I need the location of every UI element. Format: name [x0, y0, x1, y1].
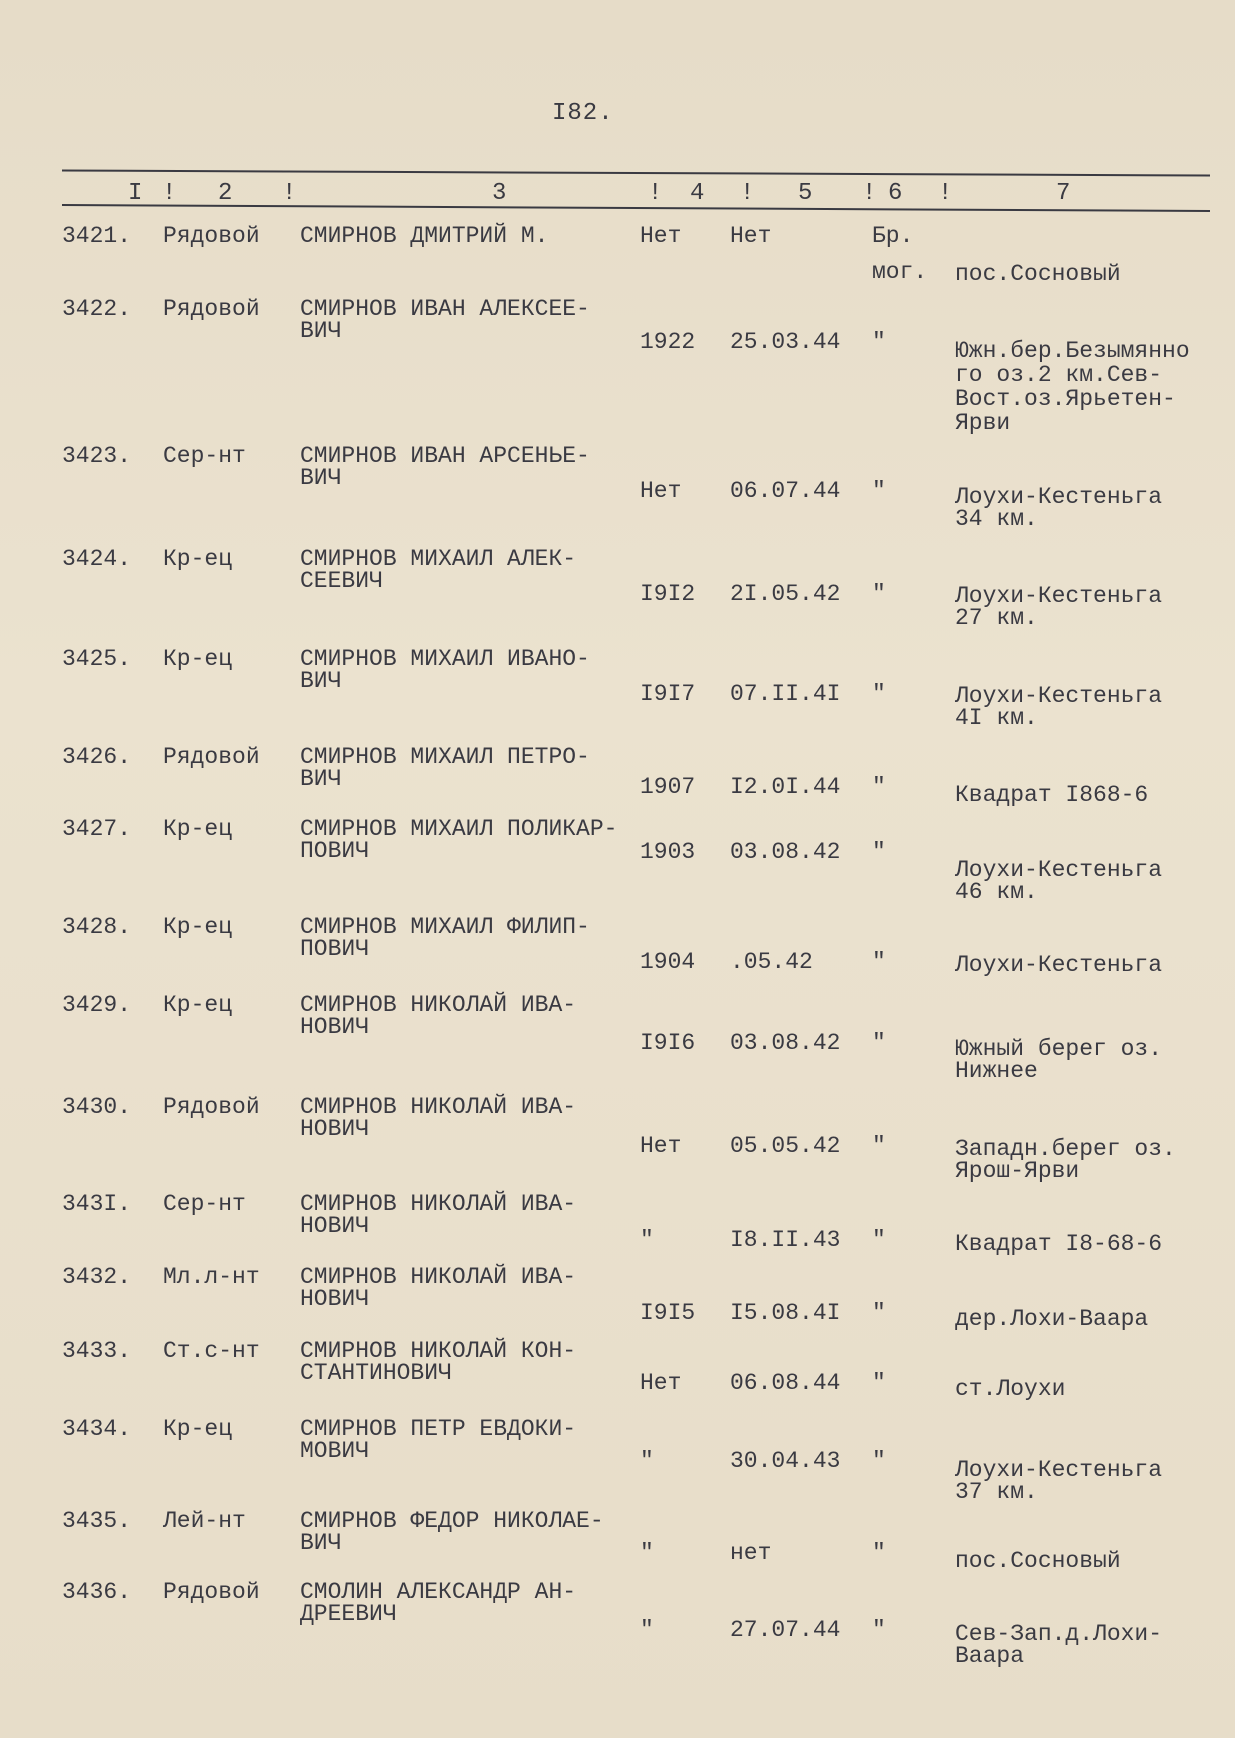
- record-burial-type: ": [872, 1030, 886, 1056]
- column-header-separator: !: [282, 180, 297, 207]
- record-name-line: СМИРНОВ НИКОЛАЙ ИВА-: [300, 1264, 577, 1290]
- record-number: 3432.: [62, 1264, 132, 1290]
- record-burial-place-line: 46 км.: [955, 879, 1038, 905]
- column-header-4: 4: [690, 180, 705, 207]
- record-burial-place-line: ст.Лоухи: [955, 1376, 1066, 1402]
- record-burial-place-line: Сев-Зап.д.Лохи-: [955, 1621, 1163, 1647]
- record-death-date: 03.08.42: [730, 839, 841, 865]
- record-number: 3427.: [62, 816, 132, 842]
- record-name-line: СМИРНОВ МИХАИЛ ФИЛИП-: [300, 914, 590, 940]
- column-header-2: 2: [218, 180, 233, 207]
- record-birth-year: Нет: [640, 478, 682, 504]
- record-birth-year: ": [640, 1540, 654, 1566]
- record-rank: Рядовой: [163, 1579, 260, 1605]
- record-name-line: СМИРНОВ ИВАН АЛЕКСЕЕ-: [300, 296, 590, 322]
- record-burial-place-line: 4I км.: [955, 705, 1038, 731]
- record-burial-place-line: Лоухи-Кестеньга: [955, 1457, 1163, 1483]
- column-header-6: 6: [888, 180, 903, 207]
- record-name-line: НОВИЧ: [300, 1286, 370, 1312]
- column-header-separator: !: [740, 180, 755, 207]
- record-birth-year: I9I2: [640, 581, 696, 607]
- record-burial-place-line: 27 км.: [955, 605, 1038, 631]
- record-name-line: СМИРНОВ ФЕДОР НИКОЛАЕ-: [300, 1508, 604, 1534]
- record-rank: Кр-ец: [163, 1416, 233, 1442]
- record-rank: Рядовой: [163, 296, 260, 322]
- record-name-line: ВИЧ: [300, 766, 342, 792]
- record-name-line: ВИЧ: [300, 1530, 342, 1556]
- record-name-line: СЕЕВИЧ: [300, 568, 383, 594]
- record-burial-place-line: Лоухи-Кестеньга: [955, 952, 1163, 978]
- record-birth-year: 1903: [640, 839, 696, 865]
- record-burial-place-line: Лоухи-Кестеньга: [955, 683, 1163, 709]
- record-number: 3434.: [62, 1416, 132, 1442]
- record-number: 3422.: [62, 296, 132, 322]
- record-burial-type: ": [872, 949, 886, 975]
- record-name-line: СМОЛИН АЛЕКСАНДР АН-: [300, 1579, 577, 1605]
- record-name-line: ПОВИЧ: [300, 838, 370, 864]
- record-name-line: СМИРНОВ МИХАИЛ ПЕТРО-: [300, 744, 590, 770]
- record-name-line: НОВИЧ: [300, 1116, 370, 1142]
- record-burial-type: ": [872, 681, 886, 707]
- record-birth-year: I9I5: [640, 1300, 696, 1326]
- record-burial-type: ": [872, 1300, 886, 1326]
- record-rank: Лей-нт: [163, 1508, 246, 1534]
- record-name-line: СТАНТИНОВИЧ: [300, 1360, 452, 1386]
- record-burial-type: ": [872, 478, 886, 504]
- record-burial-type: ": [872, 581, 886, 607]
- record-name-line: СМИРНОВ НИКОЛАЙ ИВА-: [300, 992, 577, 1018]
- record-death-date: I5.08.4I: [730, 1300, 841, 1326]
- record-burial-place-line: Квадрат I8-68-6: [955, 1231, 1163, 1257]
- record-burial-place-line: Нижнее: [955, 1058, 1038, 1084]
- record-rank: Рядовой: [163, 223, 260, 249]
- record-rank: Кр-ец: [163, 914, 233, 940]
- record-burial-type: ": [872, 329, 886, 355]
- record-rank: Кр-ец: [163, 816, 233, 842]
- record-name-line: СМИРНОВ НИКОЛАЙ КОН-: [300, 1338, 577, 1364]
- record-burial-place-line: 34 км.: [955, 506, 1038, 532]
- record-burial-type: ": [872, 1227, 886, 1253]
- column-header-1: I: [128, 180, 143, 207]
- record-birth-year: Нет: [640, 223, 682, 249]
- record-death-date: 03.08.42: [730, 1030, 841, 1056]
- record-rank: Кр-ец: [163, 992, 233, 1018]
- record-death-date: 30.04.43: [730, 1448, 841, 1474]
- record-name-line: СМИРНОВ НИКОЛАЙ ИВА-: [300, 1191, 577, 1217]
- record-number: 3430.: [62, 1094, 132, 1120]
- record-name-line: СМИРНОВ ИВАН АРСЕНЬЕ-: [300, 443, 590, 469]
- record-number: 3423.: [62, 443, 132, 469]
- record-burial-place-line: пос.Сосновый: [955, 261, 1121, 287]
- record-burial-place-line: Лоухи-Кестеньга: [955, 583, 1163, 609]
- record-rank: Рядовой: [163, 744, 260, 770]
- record-death-date: 25.03.44: [730, 329, 841, 355]
- column-header-separator: !: [862, 180, 877, 207]
- record-birth-year: I9I7: [640, 681, 696, 707]
- record-birth-year: ": [640, 1227, 654, 1253]
- record-burial-type: ": [872, 1370, 886, 1396]
- record-burial-type: ": [872, 1617, 886, 1643]
- header-top-rule: [62, 169, 1210, 176]
- record-death-date: I8.II.43: [730, 1227, 841, 1253]
- record-death-date: 06.07.44: [730, 478, 841, 504]
- record-death-date: 07.II.4I: [730, 681, 841, 707]
- record-burial-place-line: Вост.оз.Ярьетен-: [955, 386, 1176, 412]
- record-number: 3435.: [62, 1508, 132, 1534]
- record-death-date: 06.08.44: [730, 1370, 841, 1396]
- record-burial-place-line: Ярош-Ярви: [955, 1158, 1080, 1184]
- record-death-date: 05.05.42: [730, 1133, 841, 1159]
- record-rank: Кр-ец: [163, 546, 233, 572]
- record-burial-place-line: Ваара: [955, 1643, 1025, 1669]
- record-birth-year: 1904: [640, 949, 696, 975]
- record-name-line: СМИРНОВ ДМИТРИЙ М.: [300, 223, 549, 249]
- record-name-line: ВИЧ: [300, 465, 342, 491]
- record-birth-year: 1907: [640, 774, 696, 800]
- record-burial-place-line: Лоухи-Кестеньга: [955, 857, 1163, 883]
- record-burial-place-line: го оз.2 км.Сев-: [955, 362, 1163, 388]
- record-name-line: СМИРНОВ МИХАИЛ ИВАНО-: [300, 646, 590, 672]
- record-name-line: НОВИЧ: [300, 1213, 370, 1239]
- record-burial-type: мог.: [872, 259, 928, 285]
- record-number: 343I.: [62, 1191, 132, 1217]
- record-birth-year: ": [640, 1448, 654, 1474]
- record-name-line: СМИРНОВ МИХАИЛ АЛЕК-: [300, 546, 577, 572]
- record-burial-place-line: Южн.бер.Безымянно: [955, 338, 1190, 364]
- record-burial-type: Бр.: [872, 223, 914, 249]
- record-name-line: СМИРНОВ ПЕТР ЕВДОКИ-: [300, 1416, 577, 1442]
- record-rank: Кр-ец: [163, 646, 233, 672]
- record-birth-year: ": [640, 1617, 654, 1643]
- column-header-3: 3: [492, 180, 507, 207]
- record-burial-place-line: Ярви: [955, 410, 1011, 436]
- record-name-line: ВИЧ: [300, 318, 342, 344]
- column-header-separator: !: [162, 180, 177, 207]
- record-burial-type: ": [872, 1133, 886, 1159]
- record-death-date: 27.07.44: [730, 1617, 841, 1643]
- record-rank: Сер-нт: [163, 1191, 246, 1217]
- record-birth-year: 1922: [640, 329, 696, 355]
- record-number: 3425.: [62, 646, 132, 672]
- record-name-line: ПОВИЧ: [300, 936, 370, 962]
- record-rank: Ст.с-нт: [163, 1338, 260, 1364]
- record-number: 3426.: [62, 744, 132, 770]
- record-burial-type: ": [872, 839, 886, 865]
- record-name-line: СМИРНОВ НИКОЛАЙ ИВА-: [300, 1094, 577, 1120]
- record-name-line: НОВИЧ: [300, 1014, 370, 1040]
- record-death-date: Нет: [730, 223, 772, 249]
- record-burial-place-line: Лоухи-Кестеньга: [955, 484, 1163, 510]
- record-birth-year: Нет: [640, 1370, 682, 1396]
- page-number: I82.: [552, 100, 614, 127]
- record-name-line: СМИРНОВ МИХАИЛ ПОЛИКАР-: [300, 816, 618, 842]
- record-burial-type: ": [872, 1448, 886, 1474]
- record-burial-type: ": [872, 1540, 886, 1566]
- record-burial-place-line: пос.Сосновый: [955, 1548, 1121, 1574]
- record-name-line: ВИЧ: [300, 668, 342, 694]
- record-burial-place-line: 37 км.: [955, 1479, 1038, 1505]
- record-rank: Мл.л-нт: [163, 1264, 260, 1290]
- record-rank: Сер-нт: [163, 443, 246, 469]
- column-header-5: 5: [798, 180, 813, 207]
- record-number: 3424.: [62, 546, 132, 572]
- record-number: 3429.: [62, 992, 132, 1018]
- record-death-date: I2.0I.44: [730, 774, 841, 800]
- record-burial-place-line: Западн.берег оз.: [955, 1136, 1176, 1162]
- record-death-date: .05.42: [730, 949, 813, 975]
- record-number: 3428.: [62, 914, 132, 940]
- record-rank: Рядовой: [163, 1094, 260, 1120]
- record-birth-year: I9I6: [640, 1030, 696, 1056]
- header-bottom-rule: [62, 204, 1210, 212]
- column-header-separator: !: [938, 180, 953, 207]
- record-burial-place-line: Квадрат I868-6: [955, 782, 1149, 808]
- record-number: 3421.: [62, 223, 132, 249]
- column-header-7: 7: [1056, 180, 1071, 207]
- record-death-date: 2I.05.42: [730, 581, 841, 607]
- record-burial-place-line: дер.Лохи-Ваара: [955, 1306, 1149, 1332]
- record-name-line: ДРЕЕВИЧ: [300, 1601, 397, 1627]
- record-burial-place-line: Южный берег оз.: [955, 1036, 1163, 1062]
- record-death-date: нет: [730, 1540, 772, 1566]
- record-number: 3433.: [62, 1338, 132, 1364]
- record-birth-year: Нет: [640, 1133, 682, 1159]
- column-header-separator: !: [648, 180, 663, 207]
- record-number: 3436.: [62, 1579, 132, 1605]
- record-burial-type: ": [872, 774, 886, 800]
- record-name-line: МОВИЧ: [300, 1438, 370, 1464]
